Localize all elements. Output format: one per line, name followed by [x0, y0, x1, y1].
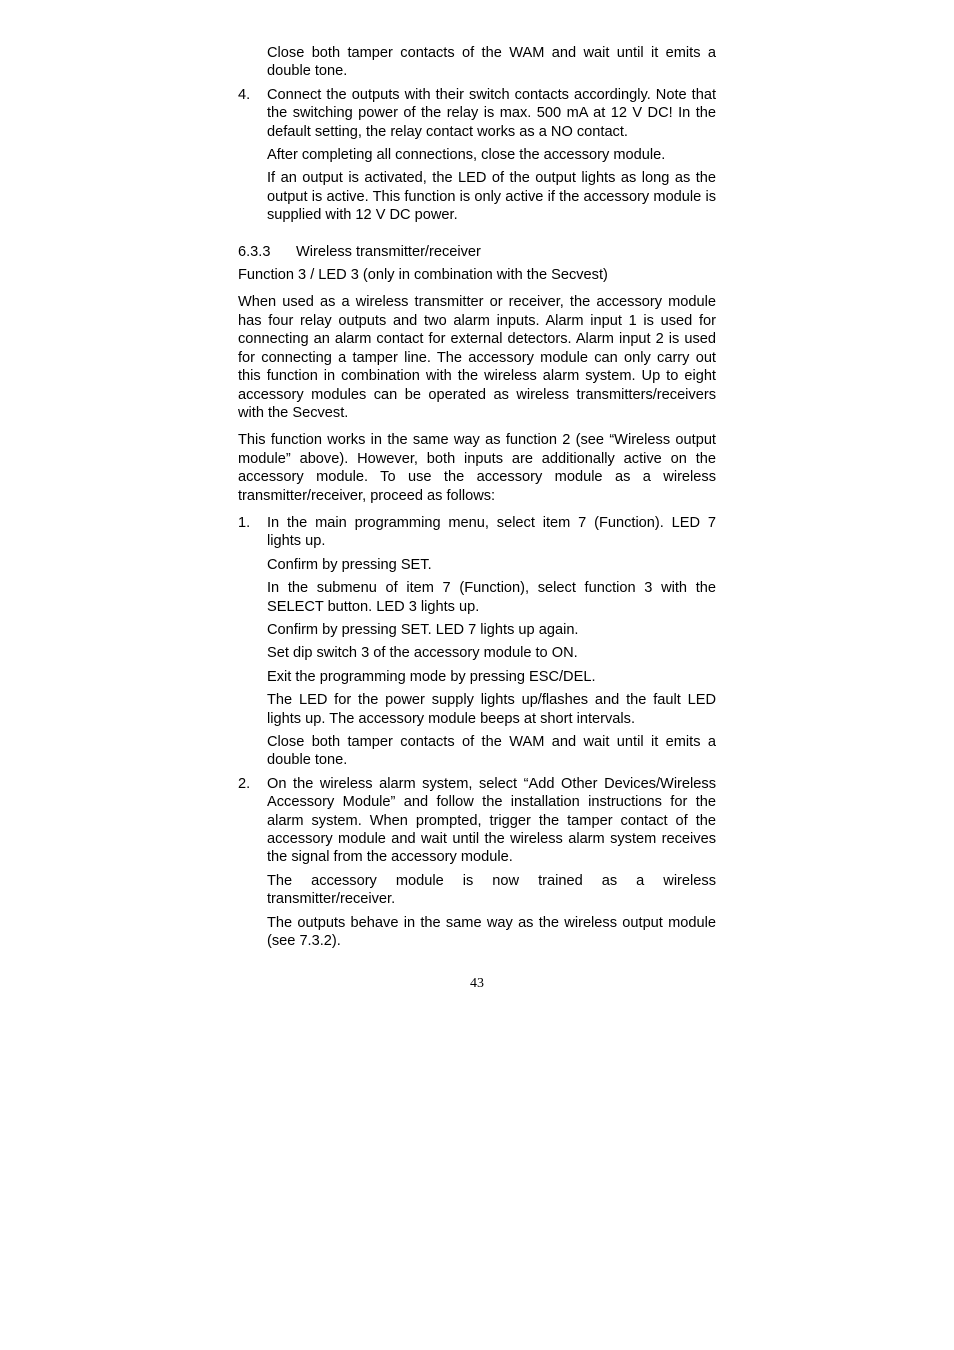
paragraph-tamper-close: Close both tamper contacts of the WAM and wait until it emits a double tone. [267, 45, 716, 80]
paragraph-intro: When used as a wireless transmitter or receiver, the accessory module has four relay outputs and two alarm inputs. Alarm input 1 is used for connecting an alarm contact for external detectors. Alarm input 2 is used for connecting a tamper line. The accessory module can only carry out this function in combination with the wireless alarm system. Up to eight accessory modules can be operated as wireless transmitters/receivers with the Secvest. [238, 294, 716, 421]
list-number: 1. [238, 514, 251, 531]
step-outputs-behave: The outputs behave in the same way as the wireless output module (see 7.3.2). [267, 914, 716, 950]
section-heading [238, 243, 716, 261]
list-item-text: On the wireless alarm system, select “Add Other Devices/Wireless Accessory Module” and follow the installation instructions for the alarm system. When prompted, trigger the tamper contact of the accessory module and wait until the wireless alarm system receives the signal from the accessory module. [267, 775, 716, 866]
step-confirm-set: Confirm by pressing SET. [267, 556, 432, 573]
step-exit-programming: Exit the programming mode by pressing ESC/DEL. [267, 668, 596, 685]
step-led-status: The LED for the power supply lights up/flashes and the fault LED lights up. The accessory module beeps at short intervals. [267, 692, 716, 727]
list-item-1 [238, 514, 716, 551]
step-dip-switch: Set dip switch 3 of the accessory module to ON. [267, 645, 578, 662]
list-item-4 [238, 86, 716, 141]
paragraph-intro-2: This function works in the same way as function 2 (see “Wireless output module” above). However, both inputs are additionally active on the accessory module. To use the accessory module as a wireless transmitter/receiver, proceed as follows: [238, 432, 716, 504]
section-number: 6.3.3 [238, 243, 271, 260]
step-confirm-again: Confirm by pressing SET. LED 7 lights up again. [267, 621, 579, 638]
step-select-function: In the submenu of item 7 (Function), select function 3 with the SELECT button. LED 3 lights up. [267, 580, 716, 615]
section-title: Wireless transmitter/receiver [296, 243, 481, 260]
list-item-text: In the main programming menu, select item 7 (Function). LED 7 lights up. [267, 514, 716, 550]
list-item-text: Connect the outputs with their switch contacts accordingly. Note that the switching power of the relay is max. 500 mA at 12 V DC! In the default setting, the relay contact works as a NO contact. [267, 86, 716, 140]
step-trained: The accessory module is now trained as a wireless transmitter/receiver. [267, 872, 716, 908]
step-tamper-close: Close both tamper contacts of the WAM and wait until it emits a double tone. [267, 734, 716, 769]
section-subtitle: Function 3 / LED 3 (only in combination with the Secvest) [238, 267, 608, 284]
list-item-2 [238, 775, 716, 867]
paragraph-close-module: After completing all connections, close the accessory module. [267, 147, 666, 164]
page-number: 43 [470, 976, 484, 991]
document-page [238, 44, 716, 950]
list-number: 2. [238, 775, 251, 792]
paragraph-output-led: If an output is activated, the LED of the output lights as long as the output is active. This function is only active if the accessory module is supplied with 12 V DC power. [267, 170, 716, 224]
list-number: 4. [238, 86, 251, 103]
